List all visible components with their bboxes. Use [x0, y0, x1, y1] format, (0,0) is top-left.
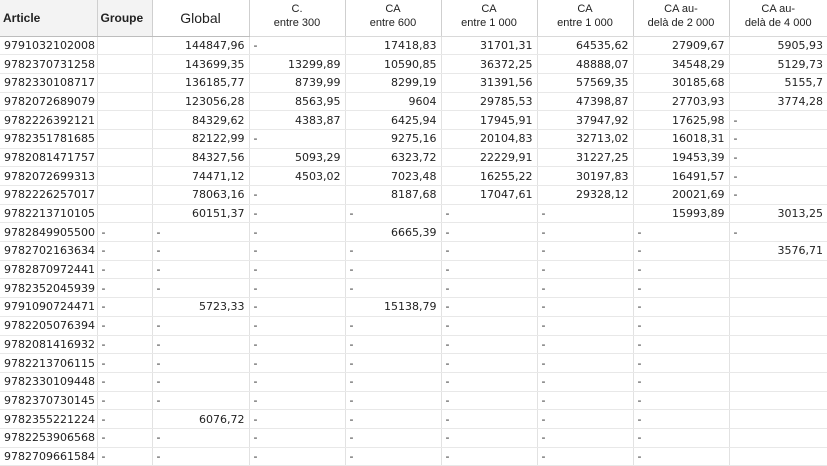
cell-value[interactable]: 17418,83: [345, 36, 441, 55]
cell-value[interactable]: -: [345, 260, 441, 279]
cell-value[interactable]: 27703,93: [633, 92, 729, 111]
cell-value[interactable]: 16491,57: [633, 167, 729, 186]
table-row[interactable]: [0, 335, 827, 354]
cell-value[interactable]: 16018,31: [633, 129, 729, 148]
cell-value[interactable]: -: [537, 260, 633, 279]
cell-groupe[interactable]: [97, 186, 152, 205]
cell-global[interactable]: -: [152, 335, 249, 354]
header-line-2: delà de 4 000: [744, 17, 812, 29]
cell-global[interactable]: -: [152, 391, 249, 410]
cell-value[interactable]: -: [537, 410, 633, 429]
cell-value[interactable]: 64535,62: [537, 36, 633, 55]
cell-groupe[interactable]: -: [97, 410, 152, 429]
cell-value[interactable]: -: [249, 335, 345, 354]
table-row[interactable]: [0, 223, 827, 242]
cell-value[interactable]: 31227,25: [537, 148, 633, 167]
cell-value[interactable]: -: [633, 298, 729, 317]
cell-value[interactable]: [729, 447, 827, 466]
cell-value[interactable]: 57569,35: [537, 73, 633, 92]
cell-article[interactable]: 9782870972441: [0, 260, 97, 279]
column-header-ca-600[interactable]: [345, 0, 441, 36]
cell-value[interactable]: -: [537, 447, 633, 466]
cell-groupe[interactable]: [97, 111, 152, 130]
cell-value[interactable]: -: [729, 111, 827, 130]
cell-groupe[interactable]: [97, 36, 152, 55]
cell-value[interactable]: 13299,89: [249, 55, 345, 74]
table-row[interactable]: [0, 372, 827, 391]
cell-value[interactable]: 37947,92: [537, 111, 633, 130]
cell-value[interactable]: -: [537, 316, 633, 335]
cell-value[interactable]: -: [441, 298, 537, 317]
cell-value[interactable]: [729, 260, 827, 279]
cell-global[interactable]: 82122,99: [152, 129, 249, 148]
cell-value[interactable]: 8563,95: [249, 92, 345, 111]
cell-article[interactable]: 9782355221224: [0, 410, 97, 429]
cell-value[interactable]: 5129,73: [729, 55, 827, 74]
cell-value[interactable]: -: [441, 447, 537, 466]
cell-value[interactable]: 48888,07: [537, 55, 633, 74]
cell-value[interactable]: -: [537, 428, 633, 447]
cell-groupe[interactable]: -: [97, 335, 152, 354]
cell-value[interactable]: -: [633, 354, 729, 373]
cell-value[interactable]: 17047,61: [441, 186, 537, 205]
cell-value[interactable]: -: [633, 428, 729, 447]
cell-article[interactable]: 9782352045939: [0, 279, 97, 298]
cell-value[interactable]: 15138,79: [345, 298, 441, 317]
cell-value[interactable]: -: [537, 223, 633, 242]
cell-article[interactable]: 9782072699313: [0, 167, 97, 186]
cell-article[interactable]: 9782351781685: [0, 129, 97, 148]
table-row[interactable]: [0, 242, 827, 261]
cell-value[interactable]: -: [441, 372, 537, 391]
cell-value[interactable]: -: [441, 354, 537, 373]
cell-value[interactable]: 19453,39: [633, 148, 729, 167]
cell-value[interactable]: [729, 298, 827, 317]
cell-value[interactable]: 17625,98: [633, 111, 729, 130]
cell-value[interactable]: -: [249, 410, 345, 429]
cell-groupe[interactable]: [97, 55, 152, 74]
cell-value[interactable]: -: [441, 204, 537, 223]
cell-value[interactable]: 16255,22: [441, 167, 537, 186]
cell-value[interactable]: 47398,87: [537, 92, 633, 111]
cell-value[interactable]: -: [249, 447, 345, 466]
cell-global[interactable]: -: [152, 242, 249, 261]
cell-article[interactable]: 9782370730145: [0, 391, 97, 410]
cell-value[interactable]: [729, 279, 827, 298]
header-row: [0, 0, 827, 36]
cell-value[interactable]: -: [537, 279, 633, 298]
cell-value[interactable]: -: [633, 372, 729, 391]
cell-value[interactable]: -: [345, 316, 441, 335]
cell-groupe[interactable]: -: [97, 223, 152, 242]
cell-groupe[interactable]: -: [97, 298, 152, 317]
cell-value[interactable]: 29328,12: [537, 186, 633, 205]
cell-article[interactable]: 9782226257017: [0, 186, 97, 205]
cell-value[interactable]: -: [633, 447, 729, 466]
cell-article[interactable]: 9782253906568: [0, 428, 97, 447]
cell-article[interactable]: 9782226392121: [0, 111, 97, 130]
cell-value[interactable]: [729, 316, 827, 335]
cell-value[interactable]: -: [537, 354, 633, 373]
cell-value[interactable]: 4503,02: [249, 167, 345, 186]
cell-value[interactable]: 6665,39: [345, 223, 441, 242]
cell-value[interactable]: -: [249, 36, 345, 55]
cell-value[interactable]: -: [441, 428, 537, 447]
cell-value[interactable]: 29785,53: [441, 92, 537, 111]
cell-global[interactable]: 143699,35: [152, 55, 249, 74]
cell-value[interactable]: -: [249, 223, 345, 242]
cell-groupe[interactable]: -: [97, 447, 152, 466]
cell-value[interactable]: -: [729, 167, 827, 186]
cell-value[interactable]: 36372,25: [441, 55, 537, 74]
cell-value[interactable]: -: [633, 260, 729, 279]
cell-global[interactable]: -: [152, 372, 249, 391]
table-row[interactable]: [0, 73, 827, 92]
table-row[interactable]: [0, 36, 827, 55]
header-line-1: CA au-: [761, 3, 796, 15]
cell-groupe[interactable]: -: [97, 391, 152, 410]
column-header-article[interactable]: Article: [0, 0, 97, 36]
table-row[interactable]: [0, 447, 827, 466]
table-row[interactable]: [0, 316, 827, 335]
header-line-1: CA: [481, 3, 497, 15]
cell-global[interactable]: 144847,96: [152, 36, 249, 55]
cell-article[interactable]: 9782702163634: [0, 242, 97, 261]
column-header-ca-1000a[interactable]: [441, 0, 537, 36]
cell-value[interactable]: -: [249, 391, 345, 410]
cell-groupe[interactable]: -: [97, 316, 152, 335]
cell-article[interactable]: 9791032102008: [0, 36, 97, 55]
cell-value[interactable]: -: [249, 242, 345, 261]
cell-value[interactable]: -: [345, 242, 441, 261]
cell-value[interactable]: -: [249, 316, 345, 335]
cell-value[interactable]: -: [345, 335, 441, 354]
column-header-global[interactable]: Global: [152, 0, 249, 36]
column-header-groupe[interactable]: Groupe: [97, 0, 152, 36]
cell-value[interactable]: -: [633, 316, 729, 335]
cell-value[interactable]: 5155,7: [729, 73, 827, 92]
cell-article[interactable]: 9782081416932: [0, 335, 97, 354]
cell-value[interactable]: -: [729, 129, 827, 148]
cell-value[interactable]: -: [345, 410, 441, 429]
cell-groupe[interactable]: -: [97, 372, 152, 391]
cell-value[interactable]: 3013,25: [729, 204, 827, 223]
header-line-2: entre 300: [273, 17, 321, 29]
cell-value[interactable]: -: [249, 354, 345, 373]
cell-article[interactable]: 9782213706115: [0, 354, 97, 373]
cell-global[interactable]: -: [152, 354, 249, 373]
cell-value[interactable]: [729, 335, 827, 354]
table-row[interactable]: [0, 92, 827, 111]
cell-value[interactable]: -: [537, 335, 633, 354]
cell-groupe[interactable]: [97, 204, 152, 223]
cell-value[interactable]: 20104,83: [441, 129, 537, 148]
cell-global[interactable]: -: [152, 447, 249, 466]
cell-value[interactable]: -: [249, 279, 345, 298]
cell-global[interactable]: 74471,12: [152, 167, 249, 186]
cell-value[interactable]: [729, 391, 827, 410]
cell-value[interactable]: -: [537, 298, 633, 317]
cell-article[interactable]: 9782330109448: [0, 372, 97, 391]
cell-global[interactable]: -: [152, 279, 249, 298]
cell-global[interactable]: -: [152, 316, 249, 335]
cell-groupe[interactable]: -: [97, 354, 152, 373]
table-row[interactable]: [0, 428, 827, 447]
cell-groupe[interactable]: -: [97, 279, 152, 298]
cell-article[interactable]: 9782213710105: [0, 204, 97, 223]
cell-value[interactable]: -: [537, 372, 633, 391]
cell-value[interactable]: -: [729, 186, 827, 205]
cell-value[interactable]: -: [441, 335, 537, 354]
header-line-2: entre 1 000: [461, 17, 517, 29]
cell-value[interactable]: -: [633, 391, 729, 410]
cell-article[interactable]: 9782081471757: [0, 148, 97, 167]
cell-value[interactable]: -: [633, 335, 729, 354]
cell-value[interactable]: 3774,28: [729, 92, 827, 111]
cell-value[interactable]: 32713,02: [537, 129, 633, 148]
cell-global[interactable]: 5723,33: [152, 298, 249, 317]
table-body: [0, 36, 827, 466]
cell-value[interactable]: -: [537, 391, 633, 410]
cell-value[interactable]: -: [345, 428, 441, 447]
cell-global[interactable]: 78063,16: [152, 186, 249, 205]
table-row[interactable]: [0, 391, 827, 410]
cell-groupe[interactable]: -: [97, 428, 152, 447]
cell-value[interactable]: 15993,89: [633, 204, 729, 223]
table-row[interactable]: [0, 186, 827, 205]
table-row[interactable]: [0, 111, 827, 130]
header-line-1: CA: [385, 3, 401, 15]
column-header-ca-300[interactable]: [249, 0, 345, 36]
header-line-2: entre 600: [369, 17, 417, 29]
cell-value[interactable]: [729, 428, 827, 447]
cell-value[interactable]: -: [249, 204, 345, 223]
table-row[interactable]: [0, 129, 827, 148]
cell-value[interactable]: -: [345, 391, 441, 410]
cell-groupe[interactable]: [97, 129, 152, 148]
column-header-ca-4000[interactable]: [729, 0, 827, 36]
cell-value[interactable]: [729, 410, 827, 429]
cell-value[interactable]: 30197,83: [537, 167, 633, 186]
cell-value[interactable]: 31701,31: [441, 36, 537, 55]
cell-value[interactable]: 4383,87: [249, 111, 345, 130]
column-header-ca-2000[interactable]: [633, 0, 729, 36]
cell-global[interactable]: 84327,56: [152, 148, 249, 167]
cell-global[interactable]: 84329,62: [152, 111, 249, 130]
cell-value[interactable]: -: [537, 204, 633, 223]
cell-value[interactable]: 6425,94: [345, 111, 441, 130]
table-row[interactable]: [0, 354, 827, 373]
cell-article[interactable]: 9782205076394: [0, 316, 97, 335]
table-row[interactable]: [0, 167, 827, 186]
cell-global[interactable]: 60151,37: [152, 204, 249, 223]
cell-value[interactable]: 3576,71: [729, 242, 827, 261]
cell-groupe[interactable]: [97, 92, 152, 111]
table-row[interactable]: [0, 204, 827, 223]
header-line-1: CA au-: [664, 3, 698, 15]
cell-value[interactable]: -: [345, 279, 441, 298]
cell-value[interactable]: 5093,29: [249, 148, 345, 167]
cell-value[interactable]: 8739,99: [249, 73, 345, 92]
cell-value[interactable]: [729, 372, 827, 391]
cell-value[interactable]: 8187,68: [345, 186, 441, 205]
cell-value[interactable]: -: [345, 354, 441, 373]
cell-value[interactable]: 22229,91: [441, 148, 537, 167]
cell-groupe[interactable]: -: [97, 260, 152, 279]
cell-value[interactable]: 7023,48: [345, 167, 441, 186]
cell-global[interactable]: -: [152, 428, 249, 447]
cell-value[interactable]: [729, 354, 827, 373]
table-row[interactable]: [0, 298, 827, 317]
cell-global[interactable]: 136185,77: [152, 73, 249, 92]
cell-groupe[interactable]: [97, 167, 152, 186]
cell-value[interactable]: -: [249, 372, 345, 391]
table-row[interactable]: [0, 55, 827, 74]
cell-value[interactable]: -: [729, 223, 827, 242]
cell-value[interactable]: -: [441, 391, 537, 410]
column-header-ca-1000b[interactable]: [537, 0, 633, 36]
header-line-2: entre 1 000: [557, 17, 613, 29]
cell-value[interactable]: 30185,68: [633, 73, 729, 92]
cell-value[interactable]: 10590,85: [345, 55, 441, 74]
cell-value[interactable]: -: [345, 372, 441, 391]
header-line-2: delà de 2 000: [647, 17, 715, 29]
cell-value[interactable]: -: [633, 279, 729, 298]
cell-value[interactable]: -: [249, 186, 345, 205]
cell-article[interactable]: 9782709661584: [0, 447, 97, 466]
cell-article[interactable]: 9782072689079: [0, 92, 97, 111]
cell-value[interactable]: -: [441, 223, 537, 242]
cell-value[interactable]: -: [441, 279, 537, 298]
cell-global[interactable]: -: [152, 260, 249, 279]
cell-global[interactable]: 6076,72: [152, 410, 249, 429]
cell-value[interactable]: 34548,29: [633, 55, 729, 74]
cell-value[interactable]: -: [633, 410, 729, 429]
cell-article[interactable]: 9791090724471: [0, 298, 97, 317]
table-row[interactable]: [0, 260, 827, 279]
cell-value[interactable]: -: [441, 260, 537, 279]
cell-value[interactable]: 6323,72: [345, 148, 441, 167]
table-row[interactable]: [0, 279, 827, 298]
cell-value[interactable]: -: [537, 242, 633, 261]
cell-groupe[interactable]: [97, 73, 152, 92]
cell-value[interactable]: -: [633, 223, 729, 242]
cell-value[interactable]: 20021,69: [633, 186, 729, 205]
cell-value[interactable]: 5905,93: [729, 36, 827, 55]
cell-value[interactable]: -: [441, 242, 537, 261]
cell-value[interactable]: -: [249, 129, 345, 148]
cell-value[interactable]: 17945,91: [441, 111, 537, 130]
header-line-1: CA: [577, 3, 593, 15]
cell-value[interactable]: -: [633, 242, 729, 261]
cell-groupe[interactable]: -: [97, 242, 152, 261]
cell-value[interactable]: 27909,67: [633, 36, 729, 55]
cell-value[interactable]: -: [729, 148, 827, 167]
cell-value[interactable]: -: [345, 447, 441, 466]
cell-global[interactable]: -: [152, 223, 249, 242]
cell-value[interactable]: -: [441, 316, 537, 335]
cell-value[interactable]: 9275,16: [345, 129, 441, 148]
cell-value[interactable]: -: [441, 410, 537, 429]
cell-groupe[interactable]: [97, 148, 152, 167]
cell-value[interactable]: -: [249, 428, 345, 447]
cell-value[interactable]: -: [249, 260, 345, 279]
cell-value[interactable]: -: [345, 204, 441, 223]
table-row[interactable]: [0, 148, 827, 167]
cell-value[interactable]: 9604: [345, 92, 441, 111]
cell-article[interactable]: 9782330108717: [0, 73, 97, 92]
cell-article[interactable]: 9782849905500: [0, 223, 97, 242]
table-row[interactable]: [0, 410, 827, 429]
cell-value[interactable]: -: [249, 298, 345, 317]
cell-value[interactable]: 8299,19: [345, 73, 441, 92]
cell-value[interactable]: 31391,56: [441, 73, 537, 92]
cell-global[interactable]: 123056,28: [152, 92, 249, 111]
header-line-1: C.: [291, 3, 303, 15]
cell-article[interactable]: 9782370731258: [0, 55, 97, 74]
